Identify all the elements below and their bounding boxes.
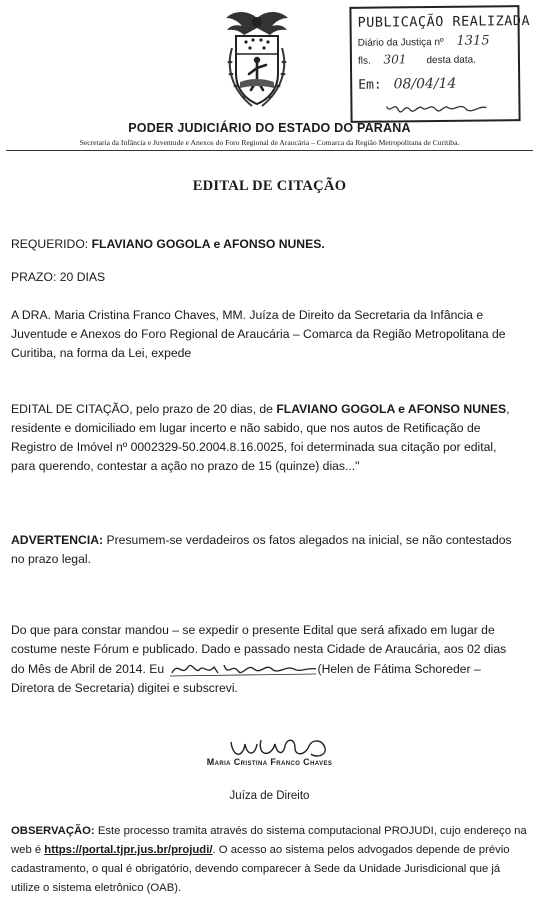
stamp-title: PUBLICAÇÃO REALIZADA bbox=[357, 13, 531, 31]
stamp-diario-number: 1315 bbox=[456, 33, 490, 49]
edital-intro: EDITAL DE CITAÇÃO, pelo prazo de 20 dias, de bbox=[11, 402, 273, 416]
advertencia-line: Presumem-se verdadeiros os fatos alegados na inicial, se não contestados bbox=[106, 533, 512, 547]
edital-line: para querendo, contestar a ação no prazo de 15 (quinze) dias..." bbox=[11, 459, 360, 473]
edital-line: Registro de Imóvel nº 0002329-50.2004.8.16.0025, foi determinada sua citação por edital, bbox=[11, 440, 497, 454]
stamp-fls-number: 301 bbox=[383, 52, 407, 67]
observacao-line: Este processo tramita através do sistema computacional PROJUDI, cujo endereço na bbox=[97, 825, 527, 837]
closing-line: (Helen de Fátima Schoreder – bbox=[317, 662, 481, 676]
dra-paragraph bbox=[11, 306, 507, 363]
observacao-line: utilize o sistema eletrônico (OAB). bbox=[11, 882, 182, 894]
stamp-em-line bbox=[358, 76, 456, 93]
closing-line: Diretora de Secretaria) digitei e subscrevi. bbox=[11, 681, 238, 695]
projudi-link[interactable]: https://portal.tjpr.jus.br/projudi/ bbox=[44, 844, 213, 856]
parana-coat-of-arms-icon bbox=[222, 8, 292, 112]
header-divider bbox=[6, 150, 533, 151]
observacao-line: web é bbox=[11, 844, 42, 856]
requerido-label: REQUERIDO: bbox=[11, 237, 89, 251]
dra-line: Curitiba, na forma da Lei, expede bbox=[11, 346, 192, 360]
edital-parties: FLAVIANO GOGOLA e AFONSO NUNES bbox=[276, 402, 507, 416]
closing-line: costume neste Fórum e publicado. Dado e passado nesta Cidade de Araucária, aos 02 dias bbox=[11, 642, 507, 656]
closing-line: do Mês de Abril de 2014. Eu bbox=[11, 662, 165, 676]
requerido-paragraph bbox=[11, 235, 507, 254]
edital-line: residente e domiciliado em lugar incerto e não sabido, que nos autos de Retificação de bbox=[11, 421, 481, 435]
observacao-line: cadastramento, o qual é obrigatório, devendo comparecer à Sede da Unidade Jurisdicional que já bbox=[11, 863, 501, 875]
stamp-fls-label: fls. bbox=[357, 55, 371, 67]
advertencia-line: no prazo legal. bbox=[11, 552, 91, 566]
requerido-value: FLAVIANO GOGOLA e AFONSO NUNES. bbox=[91, 237, 325, 251]
stamp-fls-suffix: desta data. bbox=[426, 54, 476, 67]
edital-comma: , bbox=[506, 402, 510, 416]
stamp-em-date: 08/04/14 bbox=[393, 75, 457, 93]
org-subtitle: Secretaria da Infância e Juventude e Anexos do Foro Regional de Araucária – Comarca da Região Metropolitana de Curitiba. bbox=[79, 138, 460, 147]
prazo-text: PRAZO: 20 DIAS bbox=[11, 270, 106, 284]
document-title: EDITAL DE CITAÇÃO bbox=[192, 178, 347, 194]
clerk-signature-icon bbox=[168, 659, 318, 679]
stamp-em-label: Em: bbox=[358, 77, 382, 93]
dra-line: A DRA. Maria Cristina Franco Chaves, MM. Juíza de Direito da Secretaria da Infância e bbox=[11, 308, 484, 322]
advertencia-label: ADVERTENCIA: bbox=[11, 533, 104, 547]
dra-line: Juventude e Anexos do Foro Regional de Araucária – Comarca da Região Metropolitana de bbox=[11, 327, 506, 341]
edital-paragraph bbox=[11, 400, 510, 476]
stamp-signature-icon bbox=[382, 95, 492, 118]
judge-name: Maria Cristina Franco Chaves bbox=[206, 757, 333, 767]
stamp-diario-line bbox=[358, 33, 490, 49]
stamp-fls-line bbox=[358, 52, 476, 67]
org-title: PODER JUDICIÁRIO DO ESTADO DO PARANÁ bbox=[128, 121, 411, 135]
prazo-paragraph bbox=[11, 268, 507, 287]
closing-line: Do que para constar mandou – se expedir o presente Edital que será afixado em lugar de bbox=[11, 623, 495, 637]
publication-stamp bbox=[349, 5, 531, 123]
observacao-line: . O acesso ao sistema pelos advogados depende de prévio bbox=[212, 844, 510, 856]
observacao-label: OBSERVAÇÃO: bbox=[11, 825, 95, 837]
stamp-diario-label: Diário da Justiça nº bbox=[357, 36, 444, 49]
observacao-paragraph bbox=[11, 822, 527, 898]
closing-paragraph bbox=[11, 621, 507, 698]
judge-role: Juíza de Direito bbox=[229, 790, 310, 802]
advertencia-paragraph bbox=[11, 531, 512, 569]
